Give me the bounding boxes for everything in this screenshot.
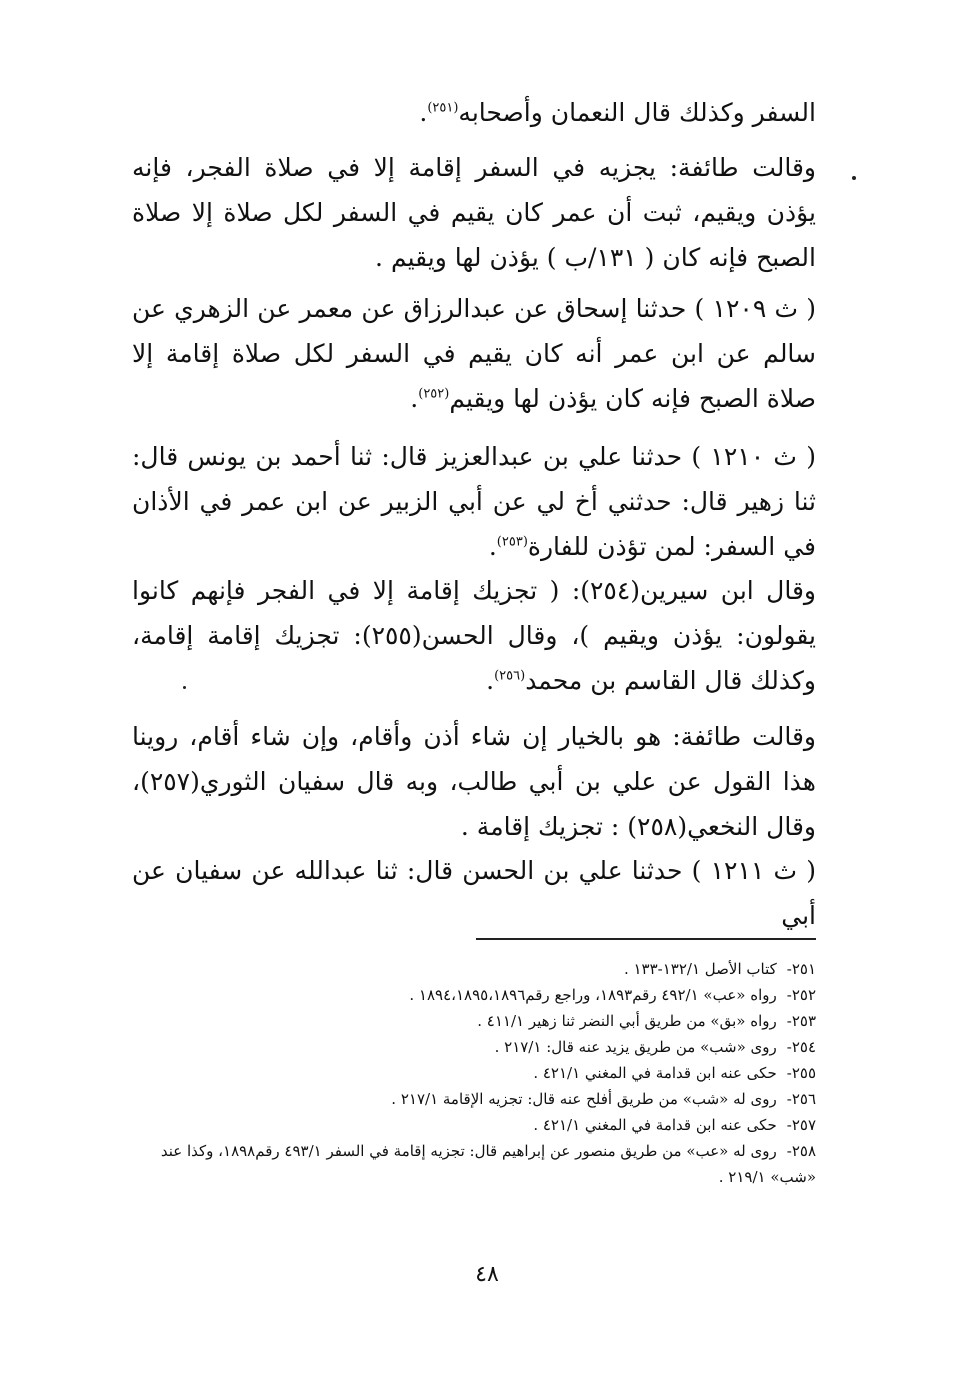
footnote-text: كتاب الأصل ١٣٢/١-١٣٣ . [623, 960, 777, 978]
footnote-ref: (٢٥٣) [496, 534, 528, 550]
paragraph-text: ( ث ١٢١١ ) حدثنا علي بن الحسن قال: ثنا عبدالله عن سفيان عن أبي [132, 856, 816, 930]
page-number: ٤٨ [475, 1262, 499, 1287]
margin-dot [852, 176, 856, 180]
footnote-ref: (٢٥١) [427, 100, 459, 116]
paragraph-1 [132, 90, 816, 135]
footnote-number: ٢٥٥- [786, 1064, 816, 1082]
paragraph-text: وقال ابن سيرين(٢٥٤): ( تجزيك إقامة إلا في الفجر فإنهم كانوا يقولون: يؤذن ويقيم )، وقال الحسن(٢٥٥): تجزيك إقامة إقامة، وكذلك قال القاسم بن محمد [132, 576, 816, 695]
paragraph-text: ( ث ١٢١٠ ) حدثنا علي بن عبدالعزيز قال: ثنا أحمد بن يونس قال: ثنا زهير قال: حدثني أخ لي عن أبي الزبير عن ابن عمر في الأذان في السفر: لمن تؤذن للفارة [132, 442, 816, 561]
footnotes-list [132, 956, 816, 1190]
footnote-number: ٢٥٦- [786, 1090, 816, 1108]
footnote-item [132, 1060, 816, 1086]
paragraph-tail: . [410, 384, 419, 413]
footnote-number: ٢٥٨- [786, 1142, 816, 1160]
paragraph-6 [132, 714, 816, 849]
footnote-number: ٢٥٣- [786, 1012, 816, 1030]
paragraph-text: السفر وكذلك قال النعمان وأصحابه [458, 98, 816, 127]
footnote-item [132, 1008, 816, 1034]
paragraph-tail: . [488, 532, 497, 561]
footnote-text: حكى عنه ابن قدامة في المغني ٤٢١/١ . [533, 1116, 777, 1134]
paragraph-tail: . [419, 98, 428, 127]
paragraph-5 [132, 568, 816, 703]
footnote-text: روى «شب» من طريق يزيد عنه قال: ٢١٧/١ . [494, 1038, 777, 1056]
footnote-ref: (٢٥٦) [494, 668, 526, 684]
footnote-item [132, 956, 816, 982]
footnote-item [132, 1112, 816, 1138]
paragraph-2 [132, 145, 816, 280]
footnote-text: رواه «عب» ٤٩٢/١ رقم١٨٩٣، وراجع رقم١٨٩٤،١٨٩٥،١٨٩٦ . [409, 986, 777, 1004]
margin-dot [183, 686, 186, 689]
paragraph-7 [132, 848, 816, 938]
footnote-text: حكى عنه ابن قدامة في المغني ٤٢١/١ . [533, 1064, 777, 1082]
footnote-text: روى له «شب» من طريق أفلح عنه قال: تجزيه الإقامة ٢١٧/١ . [391, 1090, 777, 1108]
footnote-item [132, 982, 816, 1008]
footnote-item [132, 1138, 816, 1190]
paragraph-text: ( ث ١٢٠٩ ) حدثنا إسحاق عن عبدالرزاق عن معمر عن الزهري عن سالم عن ابن عمر أنه كان يقيم في السفر لكل صلاة إقامة إلا صلاة الصبح فإنه كان يؤذن لها ويقيم [132, 294, 816, 413]
paragraph-4 [132, 434, 816, 569]
paragraph-text: وقالت طائفة: يجزيه في السفر إقامة إلا في صلاة الفجر، فإنه يؤذن ويقيم، ثبت أن عمر كان يقيم في السفر لكل صلاة إلا صلاة الصبح فإنه كان ( ١٣١/ب ) يؤذن لها ويقيم . [132, 153, 816, 272]
paragraph-tail: . [486, 666, 495, 695]
footnote-ref: (٢٥٢) [418, 386, 450, 402]
footnote-number: ٢٥٧- [786, 1116, 816, 1134]
footnote-item [132, 1086, 816, 1112]
footnote-text: روى له «عب» من طريق منصور عن إبراهيم قال: تجزيه إقامة في السفر ٤٩٣/١ رقم١٨٩٨، وكذا عند «شب» ٢١٩/١ . [160, 1142, 816, 1186]
footnote-text: رواه «بق» من طريق أبي النضر ثنا زهير ٤١١/١ . [477, 1012, 777, 1030]
footnote-number: ٢٥١- [786, 960, 816, 978]
footnote-item [132, 1034, 816, 1060]
paragraph-text: وقالت طائفة: هو بالخيار إن شاء أذن وأقام، وإن شاء أقام، روينا هذا القول عن علي بن أبي طالب، وبه قال سفيان الثوري(٢٥٧)، وقال النخعي(٢٥٨) : تجزيك إقامة . [132, 722, 816, 841]
footnote-number: ٢٥٤- [786, 1038, 816, 1056]
footnote-separator [476, 938, 816, 940]
paragraph-3 [132, 286, 816, 421]
footnote-number: ٢٥٢- [786, 986, 816, 1004]
